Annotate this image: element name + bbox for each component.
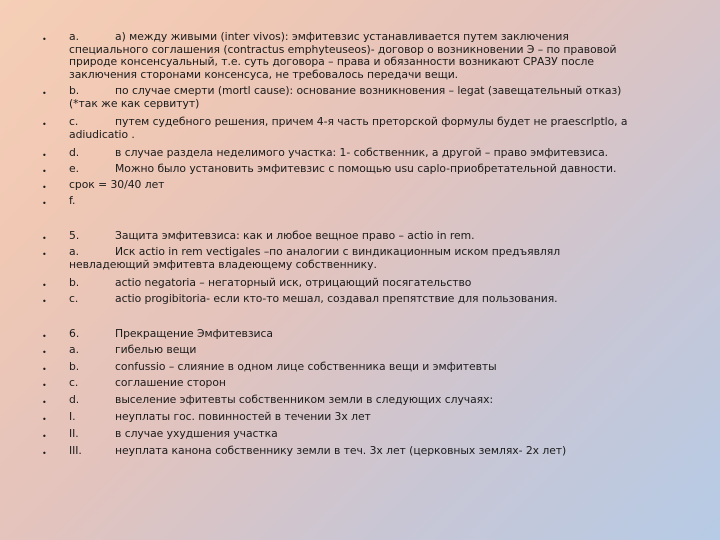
list-item (69, 328, 699, 341)
item-marker: d. (69, 393, 80, 406)
paragraph-5 (69, 230, 699, 243)
item-marker: b. (69, 276, 80, 289)
bullet: • (42, 281, 47, 290)
bullet: • (42, 120, 47, 129)
text-line: Защита эмфитевзиса: как и любое вещное право – actio in rem. (115, 229, 475, 242)
text-line: природе консенсуальный, т.е. суть договора – права и обязанности возникают СРАЗУ после (69, 55, 594, 69)
text-line: (*так же как сервитут) (69, 96, 200, 110)
bullet: • (42, 199, 47, 208)
paragraph-c (69, 116, 699, 141)
item-marker: a. (69, 343, 79, 356)
item-marker: f. (69, 194, 76, 207)
item-marker: a. (69, 245, 79, 258)
paragraph-5c (69, 293, 699, 306)
text-line: специального соглашения (contractus emphyteuseos)- договор о возникновении Э – по правовой (69, 42, 617, 56)
text-line: Иск actio in rem vectigales –по аналогии с виндикационным иском предъявлял (115, 245, 561, 258)
term-line (69, 179, 699, 192)
bullet: • (42, 365, 47, 374)
list-item (69, 411, 699, 424)
bullet: • (42, 381, 47, 390)
paragraph-f (69, 195, 699, 208)
item-marker: b. (69, 360, 80, 373)
bullet: • (42, 89, 47, 98)
text-line: в случае раздела неделимого участка: 1- собственник, а другой – право эмфитевзиса. (115, 146, 609, 159)
list-item (69, 361, 699, 374)
text-line: выселение эфитевты собственником земли в следующих случаях: (115, 393, 494, 406)
bullet: • (42, 432, 47, 441)
bullet: • (42, 332, 47, 341)
paragraph-b (69, 85, 699, 110)
item-marker: b. (69, 84, 80, 97)
item-marker: 6. (69, 327, 80, 340)
list-item (69, 428, 699, 441)
paragraph-5b (69, 277, 699, 290)
text-line: adiudicatio . (69, 127, 135, 141)
item-marker: I. (69, 410, 76, 423)
text-line: срок = 30/40 лет (69, 178, 165, 191)
bullet: • (42, 348, 47, 357)
bullet: • (42, 297, 47, 306)
item-marker: II. (69, 427, 79, 440)
item-marker: a. (69, 30, 79, 43)
item-marker: c. (69, 376, 79, 389)
text-line: гибелью вещи (115, 343, 197, 356)
text-line: actio negatoria – негаторный иск, отрицающий посягательство (115, 276, 472, 289)
bullet: • (42, 183, 47, 192)
text-line: а) между живыми (inter vivos): эмфитевзис устанавливается путем заключения (115, 30, 569, 43)
text-line: заключения сторонами консенсуса, не требовалось передачи вещи. (69, 67, 459, 81)
text-line: Прекращение Эмфитевзиса (115, 327, 273, 340)
text-line: соглашение сторон (115, 376, 226, 389)
item-marker: d. (69, 146, 80, 159)
item-marker: c. (69, 292, 79, 305)
item-marker: e. (69, 162, 79, 175)
text-line: confussio – слияние в одном лице собственника вещи и эмфитевты (115, 360, 497, 373)
bullet: • (42, 415, 47, 424)
list-item (69, 344, 699, 357)
paragraph-a (69, 31, 699, 81)
bullet: • (42, 234, 47, 243)
bullet: • (42, 250, 47, 259)
list-item (69, 377, 699, 390)
bullet: • (42, 398, 47, 407)
bullet: • (42, 449, 47, 458)
text-line: путем судебного решения, причем 4-я часть преторской формулы будет не praescrlptlo, а (115, 115, 628, 128)
bullet: • (42, 151, 47, 160)
text-line: неуплаты гос. повинностей в течении 3х лет (115, 410, 371, 423)
text-line: неуплата канона собственнику земли в теч. 3х лет (церковных земляx- 2х лет) (115, 444, 567, 457)
item-marker: c. (69, 115, 79, 128)
text-line: невладеющий эмфитевта владеющему собственнику. (69, 257, 377, 271)
bullet: • (42, 167, 47, 176)
text-line: Можно было установить эмфитевзис с помощью usu caplo-приобретательной давности. (115, 162, 617, 175)
list-item (69, 445, 699, 458)
paragraph-5a (69, 246, 699, 271)
paragraph-e (69, 163, 699, 176)
list-item (69, 394, 699, 407)
text-line: actio progibitoria- если кто-то мешал, создавал препятствие для пользования. (115, 292, 558, 305)
bullet: • (42, 35, 47, 44)
text-line: по случае смерти (mortl cause): основание возникновения – legat (завещательный отказ) (115, 84, 622, 97)
item-marker: III. (69, 444, 82, 457)
text-line: в случае ухудшения участка (115, 427, 278, 440)
paragraph-d (69, 147, 699, 160)
item-marker: 5. (69, 229, 80, 242)
